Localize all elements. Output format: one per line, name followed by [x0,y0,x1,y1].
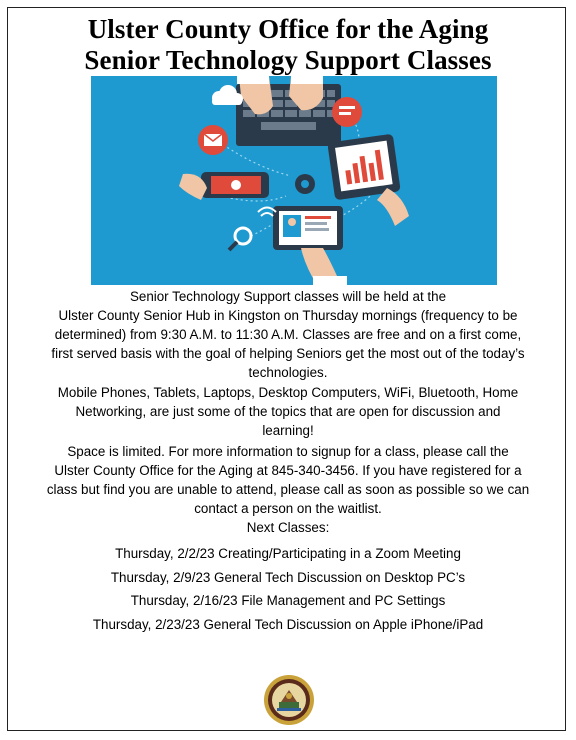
county-seal-icon [263,674,315,726]
class-list [10,542,566,636]
email-icon [198,125,228,155]
topics-line: learning! [262,423,314,438]
page-title-line1: Ulster County Office for the Aging [87,14,489,44]
intro-line: Ulster County Senior Hub in Kingston on Thursday mornings (frequency to be [58,308,518,323]
class-item: Thursday, 2/2/23 Creating/Participating in a Zoom Meeting [115,546,461,561]
intro-line: Senior Technology Support classes will be held at the [129,289,447,304]
topics-line: Mobile Phones, Tablets, Laptops, Desktop Computers, WiFi, Bluetooth, Home [57,385,519,400]
intro-line: technologies. [248,365,328,380]
smartphone-icon [201,172,269,198]
topics-line: Networking, are just some of the topics that are open for discussion and [75,404,501,419]
signup-line: contact a person on the waitlist. [194,501,382,516]
hero-illustration [91,76,497,285]
class-item: Thursday, 2/16/23 File Management and PC Settings [130,593,446,608]
next-classes-heading: Next Classes: [246,520,330,535]
page-title-line2: Senior Technology Support Classes [84,45,492,75]
user-profile-icon [273,206,343,250]
signup-line: class but find you are unable to attend, please call as soon as possible so we can [46,482,530,497]
gear-icon [295,174,315,194]
topics-paragraph [10,383,566,440]
class-item: Thursday, 2/23/23 General Tech Discussion on Apple iPhone/iPad [92,616,484,632]
signup-line: Space is limited. For more information to signup for a class, please call the [67,444,509,459]
magnifier-icon [229,228,251,250]
intro-paragraph [10,287,566,382]
chat-bubble-icon [332,97,362,127]
class-item: Thursday, 2/9/23 General Tech Discussion on Desktop PC’s [110,569,466,585]
intro-line: determined) from 9:30 A.M. to 11:30 A.M. Classes are free and on a first come, [54,327,522,342]
intro-line: first served basis with the goal of helping Seniors get the most out of the today’s [51,346,525,361]
signup-paragraph [10,442,566,518]
signup-line: Ulster County Office for the Aging at 845-340-3456. If you have registered for a [54,463,522,478]
